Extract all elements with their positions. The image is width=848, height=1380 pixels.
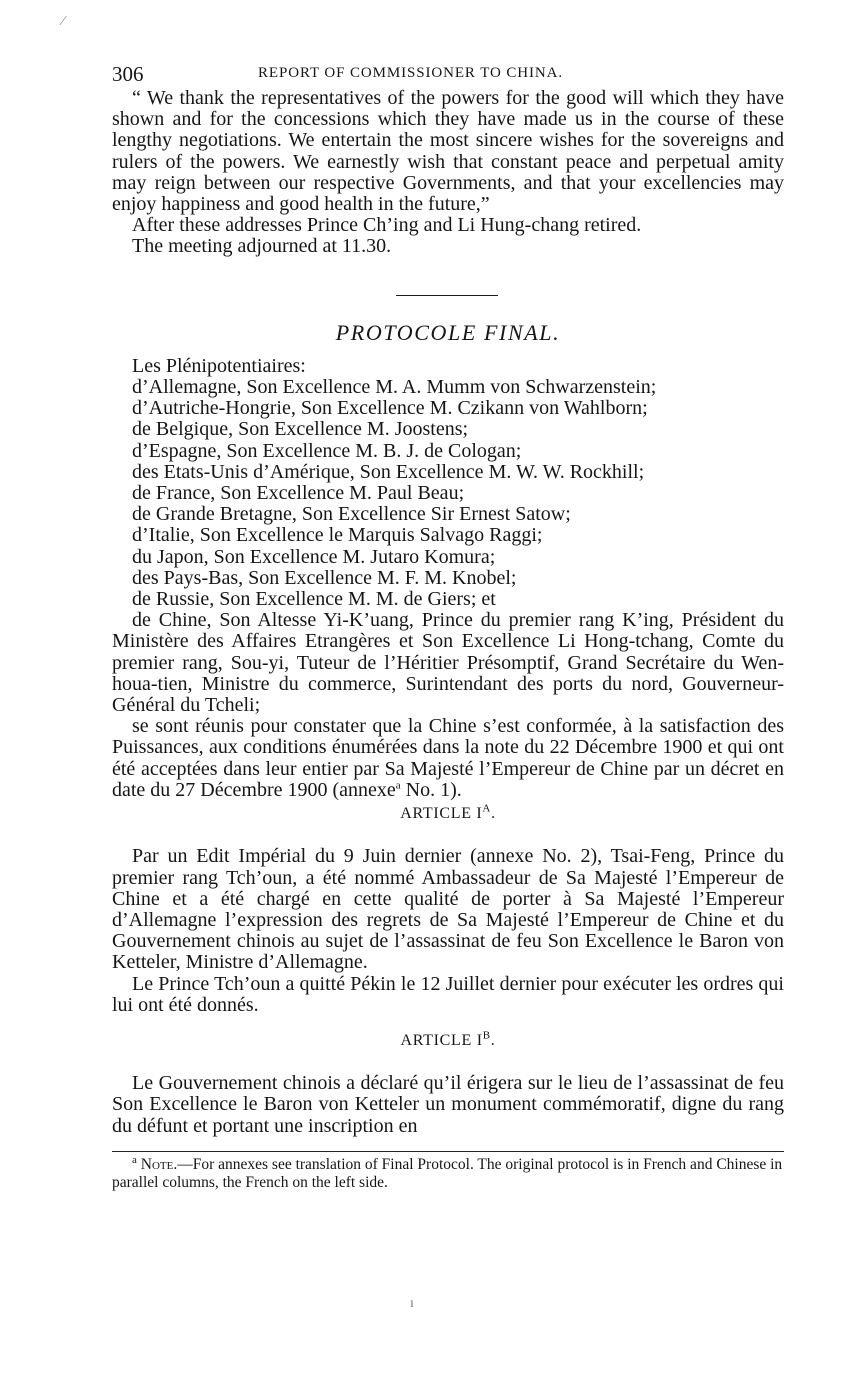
article-1b-period: .	[490, 1031, 496, 1049]
scan-speck: ı	[410, 1296, 414, 1311]
article-1a-heading	[112, 803, 784, 824]
article-1a-paragraph: Le Prince Tch’oun a quitté Pékin le 12 Juillet dernier pour exécuter les ordres qui lui ont été donnés.	[112, 972, 784, 1016]
article-1b-sup: B	[482, 1029, 491, 1042]
reunion-text-end: No. 1).	[400, 778, 462, 801]
china-paragraph: de Chine, Son Altesse Yi-K’uang, Prince du premier rang K’ing, Président du Ministère des Affaires Etrangères et Son Excellence Li Hong-tchang, Comte du premier rang, Sou-yi, Tuteur de l’Héritier Présomptif, Grand Secrétaire du Wen-houa-tien, Ministre du commerce, Surintendant des ports du nord, Gouverneur-Général du Tcheli;	[112, 609, 784, 717]
list-item: de Grande Bretagne, Son Excellence Sir Ernest Satow;	[132, 503, 571, 526]
article-1a-paragraph: Par un Edit Impérial du 9 Juin dernier (annexe No. 2), Tsai-Feng, Prince du premier rang Tch’oun, a été nommé Ambassadeur de Sa Majesté l’Empereur de Chine et a été chargé en cette qualité de porter à Sa Majesté l’Empereur d’Allemagne l’expression des regrets de Sa Majesté l’Empereur de Chine et du Gouvernement chinois au sujet de l’assassinat de feu Son Excellence le Baron von Ketteler, Ministre d’Allemagne.	[112, 845, 784, 974]
list-item: d’Autriche-Hongrie, Son Excellence M. Czikann von Wahlborn;	[132, 397, 648, 420]
article-1b-paragraph: Le Gouvernement chinois a déclaré qu’il érigera sur le lieu de l’assassinat de feu Son Excellence le Baron von Ketteler un monument commémoratif, digne du rang du défunt et portant une inscription en	[112, 1072, 784, 1137]
article-1b-label: ARTICLE I	[400, 1031, 483, 1049]
article-1a-period: .	[491, 805, 496, 823]
page-number: 306	[112, 62, 144, 86]
main-text	[112, 88, 784, 1137]
list-item: d’Espagne, Son Excellence M. B. J. de Cologan;	[132, 439, 522, 462]
list-item: des Pays-Bas, Son Excellence M. F. M. Knobel;	[132, 566, 517, 589]
quote-paragraph: “ We thank the representatives of the powers for the good will which they have shown and for the concessions which they have made us in the course of these lengthy negotiations. We entertain the most sincere wishes for the sovereigns and rulers of the powers. We earnestly wish that constant peace and perpetual amity may reign between our respective Governments, and that your excellencies may enjoy happiness and good health in the future,”	[112, 87, 784, 216]
list-item: de France, Son Excellence M. Paul Beau;	[132, 482, 465, 505]
article-1a-label: ARTICLE I	[400, 805, 483, 823]
adjourned-line: The meeting adjourned at 11.30.	[132, 235, 392, 258]
list-item: du Japon, Son Excellence M. Jutaro Komura;	[132, 545, 496, 568]
footnote-marker: a	[132, 1153, 137, 1166]
footnote	[112, 1153, 784, 1192]
footnote-text: —For annexes see translation of Final Protocol. The original protocol is in French and Chinese in parallel columns, the French on the left side.	[112, 1155, 783, 1191]
retired-line: After these addresses Prince Ch’ing and Li Hung-chang retired.	[132, 214, 642, 237]
list-item: d’Italie, Son Excellence le Marquis Salvago Raggi;	[132, 524, 543, 547]
protocol-title: PROTOCOLE FINAL.	[335, 319, 561, 345]
reunion-paragraph	[112, 716, 784, 801]
footnote-divider	[112, 1151, 784, 1152]
list-item: de Russie, Son Excellence M. M. de Giers; et	[132, 588, 496, 611]
article-1b-heading	[112, 1030, 784, 1051]
plenipotentiaries-list	[112, 377, 784, 610]
list-item: de Belgique, Son Excellence M. Joostens;	[132, 418, 469, 441]
running-head: REPORT OF COMMISSIONER TO CHINA.	[258, 65, 564, 81]
section-divider	[396, 295, 498, 296]
scan-speck: ⁄	[62, 14, 65, 29]
list-item: d’Allemagne, Son Excellence M. A. Mumm von Schwarzenstein;	[132, 376, 657, 399]
article-1a-sup: A	[482, 802, 492, 815]
footnote-lead: Note.	[140, 1155, 178, 1173]
plenipotentiaries-heading: Les Plénipotentiaires:	[132, 354, 306, 377]
reunion-text: se sont réunis pour constater que la Chine s’est conformée, à la satisfaction des Puissances, aux conditions énumérées dans la note du 22 Décembre 1900 et qui ont été acceptées dans leur entier par Sa Majesté l’Empereur de Chine par un décret en date du 27 Décembre 1900 (annexe	[112, 715, 784, 801]
document-page	[112, 58, 784, 1192]
page-header	[112, 58, 784, 88]
footnote-ref: a	[395, 779, 401, 792]
list-item: des Etats-Unis d’Amérique, Son Excellence M. W. W. Rockhill;	[132, 460, 645, 483]
